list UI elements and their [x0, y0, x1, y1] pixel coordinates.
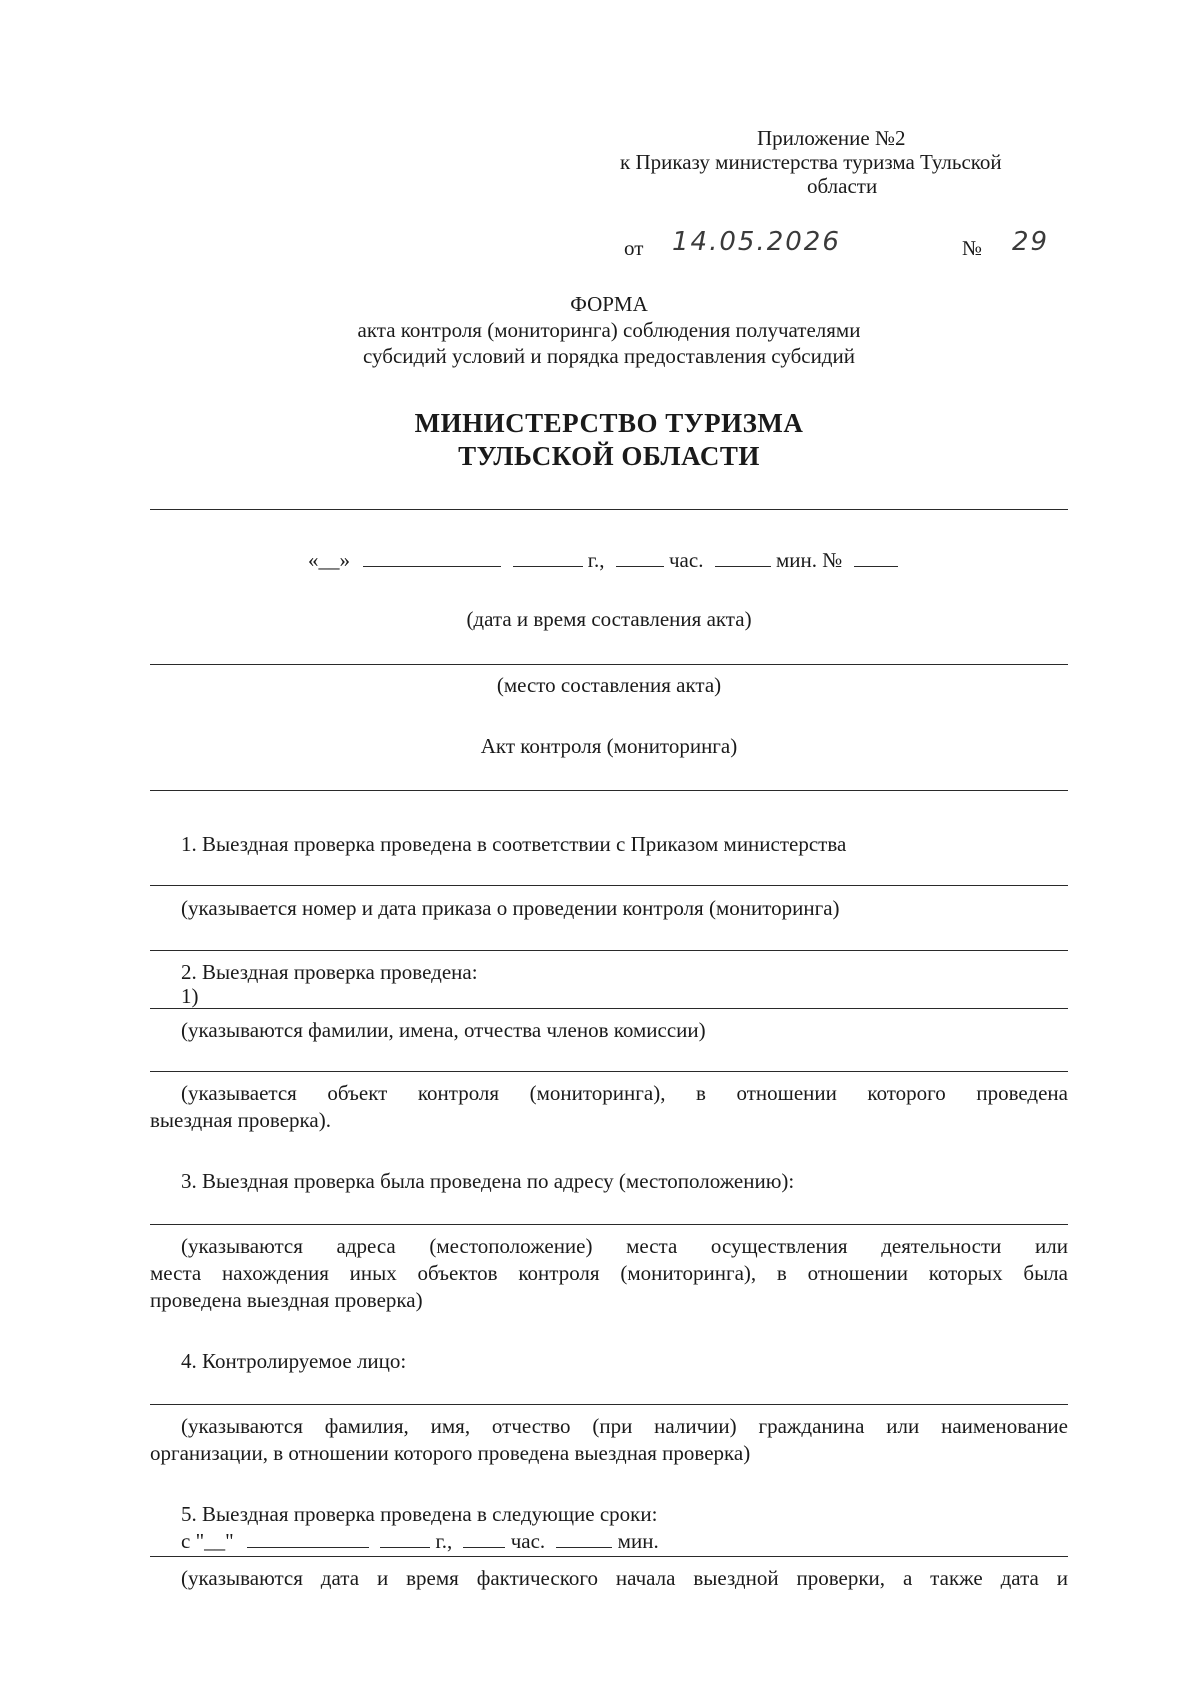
minute-label: мин. №	[775, 548, 843, 572]
day-field: «__»	[308, 548, 350, 572]
period-minute-blank	[556, 1529, 612, 1548]
section-2-item-line	[150, 1008, 1068, 1009]
act-number-blank	[854, 548, 898, 567]
section-3-caption-line-3: проведена выездная проверка)	[150, 1288, 423, 1312]
section-2-text: 2. Выездная проверка проведена:	[181, 960, 478, 984]
minute-blank	[715, 548, 771, 567]
section-2-object-caption-line-2: выездная проверка).	[150, 1108, 331, 1132]
month-blank	[363, 548, 501, 567]
order-reference-line: к Приказу министерства туризма Тульской	[620, 150, 1002, 174]
section-1-line	[150, 885, 1068, 886]
section-4-caption-line-2: организации, в отношении которого проведена выездная проверка)	[150, 1441, 751, 1465]
section-4-text: 4. Контролируемое лицо:	[181, 1349, 407, 1373]
section-2-object-line	[150, 1071, 1068, 1072]
region-line: области	[807, 174, 878, 198]
section-3-caption-line-1: (указываются адреса (местоположение) места осуществления деятельности или	[181, 1234, 1068, 1258]
place-caption: (место составления акта)	[496, 673, 722, 697]
hour-blank	[616, 548, 664, 567]
period-start-day: с "__"	[181, 1529, 234, 1553]
hour-label: час.	[669, 548, 704, 572]
section-4-caption-line-1: (указываются фамилия, имя, отчество (при наличии) гражданина или наименование	[181, 1414, 1068, 1438]
handwritten-number: 29	[1012, 227, 1050, 257]
period-hour-label: час.	[510, 1529, 546, 1553]
section-2-object-caption-line-1: (указывается объект контроля (мониторинга), в отношении которого проведена	[181, 1081, 1068, 1105]
period-year-blank	[380, 1529, 430, 1548]
period-hour-blank	[463, 1529, 505, 1548]
form-description-line-1: акта контроля (мониторинга) соблюдения получателями	[357, 318, 861, 342]
place-line	[150, 664, 1068, 665]
number-prefix: №	[962, 236, 983, 260]
appendix-label: Приложение №2	[757, 126, 906, 150]
section-5-text: 5. Выездная проверка проведена в следующие сроки:	[181, 1502, 658, 1526]
year-suffix: г.,	[587, 548, 605, 572]
form-description-line-2: субсидий условий и порядка предоставления субсидий	[363, 344, 855, 368]
section-3-text: 3. Выездная проверка была проведена по адресу (местоположению):	[181, 1169, 795, 1193]
section-2-item-1: 1)	[181, 984, 199, 1008]
section-3-line	[150, 1224, 1068, 1225]
act-title: Акт контроля (мониторинга)	[480, 734, 738, 758]
section-1-line-2	[150, 950, 1068, 951]
ministry-title-line-1: МИНИСТЕРСТВО ТУРИЗМА	[414, 408, 804, 438]
section-2-caption: (указываются фамилии, имена, отчества членов комиссии)	[181, 1018, 706, 1042]
section-5-period-row	[181, 1529, 659, 1554]
handwritten-date: 14.05.2026	[672, 227, 841, 257]
section-5-line	[150, 1556, 1068, 1557]
form-label: ФОРМА	[570, 292, 648, 316]
year-blank	[513, 548, 583, 567]
act-datetime-row	[308, 548, 898, 573]
period-minute-label: мин.	[617, 1529, 659, 1553]
section-3-caption-line-2: места нахождения иных объектов контроля (мониторинга), в отношении которых была	[150, 1261, 1068, 1285]
date-prefix: от	[624, 236, 644, 260]
section-5-caption-line-1: (указываются дата и время фактического начала выездной проверки, а также дата и	[181, 1566, 1068, 1590]
separator-line	[150, 509, 1068, 510]
datetime-caption: (дата и время составления акта)	[466, 607, 752, 631]
ministry-title-line-2: ТУЛЬСКОЙ ОБЛАСТИ	[458, 441, 760, 471]
section-1-text: 1. Выездная проверка проведена в соответствии с Приказом министерства	[181, 832, 847, 856]
act-title-line	[150, 790, 1068, 791]
section-1-caption: (указывается номер и дата приказа о проведении контроля (мониторинга)	[181, 896, 840, 920]
period-year-suffix: г.,	[435, 1529, 453, 1553]
period-month-blank	[247, 1529, 369, 1548]
section-4-line	[150, 1404, 1068, 1405]
